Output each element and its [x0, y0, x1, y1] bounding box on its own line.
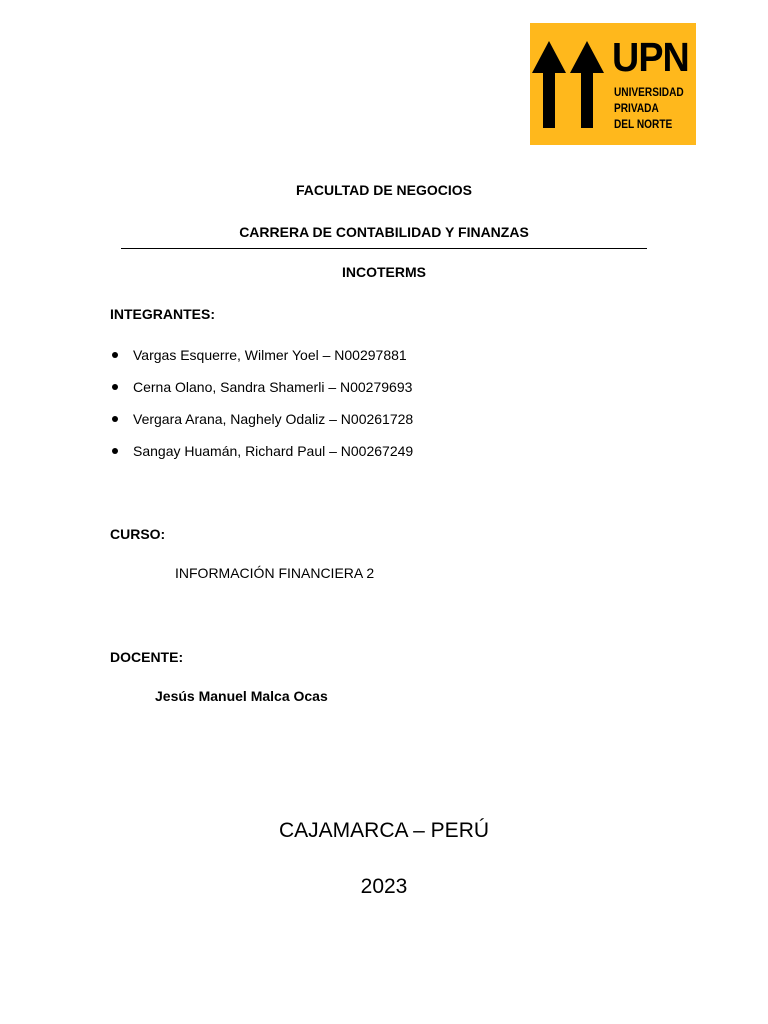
teacher-name: Jesús Manuel Malca Ocas [155, 688, 328, 704]
list-item [110, 409, 413, 441]
logo-subtitle [614, 85, 684, 133]
year: 2023 [360, 875, 408, 898]
member-name: Cerna Olano, Sandra Shamerli – N00279693 [133, 379, 413, 395]
members-heading: INTEGRANTES: [110, 306, 215, 322]
list-item [110, 377, 413, 409]
members-list [110, 345, 413, 473]
bullet-icon [112, 384, 118, 390]
career-title: CARRERA DE CONTABILIDAD Y FINANZAS [239, 224, 529, 240]
member-name: Sangay Huamán, Richard Paul – N00267249 [133, 443, 414, 459]
bullet-icon [112, 352, 118, 358]
topic-title: INCOTERMS [342, 264, 426, 280]
list-item [110, 441, 413, 473]
bullet-icon [112, 448, 118, 454]
course-name: INFORMACIÓN FINANCIERA 2 [175, 565, 375, 581]
member-name: Vargas Esquerre, Wilmer Yoel – N00297881 [133, 347, 407, 363]
list-item [110, 345, 413, 377]
city-country: CAJAMARCA – PERÚ [278, 819, 490, 842]
faculty-title: FACULTAD DE NEGOCIOS [295, 182, 473, 198]
teacher-heading: DOCENTE: [110, 649, 184, 665]
bullet-icon [112, 416, 118, 422]
member-name: Vergara Arana, Naghely Odaliz – N00261728 [133, 411, 414, 427]
logo-line-2: PRIVADA [614, 103, 659, 115]
logo-line-1: UNIVERSIDAD [614, 87, 684, 99]
course-heading: CURSO: [110, 526, 166, 542]
upn-logo [530, 23, 696, 145]
logo-line-3: DEL NORTE [614, 119, 673, 131]
title-divider [121, 248, 647, 249]
logo-brand-text: UPN [612, 34, 689, 80]
